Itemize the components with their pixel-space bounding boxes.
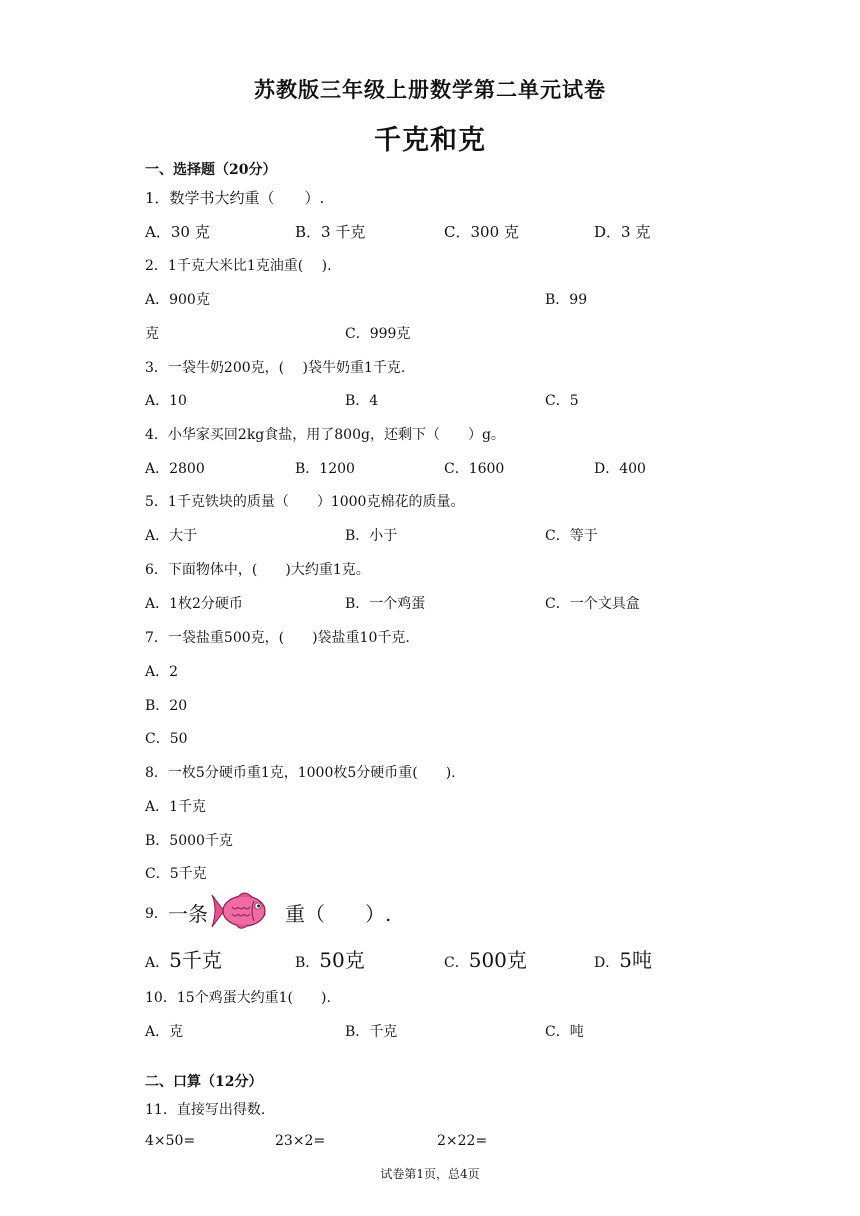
q2-option-c: C．999克 (345, 326, 411, 342)
q10-option-a: A．克 (145, 1024, 184, 1040)
q10-text: 10．15个鸡蛋大约重1( ). (145, 990, 331, 1006)
q9-option-b-letter: B． (295, 955, 320, 971)
q7-option-c: C．50 (145, 731, 188, 747)
q9-option-d (594, 944, 652, 973)
section-mental-math-title: 二、口算（12分） (145, 1074, 263, 1090)
q9-option-a-value: 5千克 (169, 948, 222, 972)
q2-text: 2．1千克大米比1克油重( ). (145, 258, 332, 274)
q5-option-b: B．小于 (345, 528, 398, 544)
q11-expression-3: 2×22= (437, 1133, 488, 1149)
q7-option-b: B．20 (145, 698, 188, 714)
q1-option-c: C．300 克 (444, 223, 519, 241)
q8-option-b: B．5000千克 (145, 833, 233, 849)
q2-option-b-wrap: 克 (145, 326, 159, 342)
q5-text: 5．1千克铁块的质量（ ）1000克棉花的质量。 (145, 494, 465, 510)
exam-subtitle: 千克和克 (374, 125, 486, 156)
q9-option-c (444, 944, 527, 973)
q9-text-pre: 一条 (168, 902, 208, 926)
q6-text: 6．下面物体中，( )大约重1克。 (145, 562, 370, 578)
q8-option-c: C．5千克 (145, 866, 207, 882)
q7-text: 7．一袋盐重500克，( )袋盐重10千克. (145, 630, 410, 646)
page-footer: 试卷第1页，总4页 (380, 1167, 480, 1181)
q9-option-c-letter: C． (444, 955, 469, 971)
q9-option-d-letter: D． (594, 955, 620, 971)
section-choice-title: 一、选择题（20分） (145, 162, 277, 178)
q9-option-a-letter: A． (145, 955, 170, 971)
q9-option-b (295, 944, 365, 973)
q2-option-b: B．99 (545, 292, 588, 308)
q4-option-a: A．2800 (145, 461, 205, 477)
q3-option-a: A．10 (145, 393, 187, 409)
q2-option-a: A．900克 (145, 292, 210, 308)
q1-option-b: B．3 千克 (295, 223, 366, 241)
q10-option-b: B．千克 (345, 1024, 398, 1040)
q3-option-b: B．4 (345, 393, 379, 409)
q5-option-c: C．等于 (545, 528, 598, 544)
q4-option-b: B．1200 (295, 461, 355, 477)
q9-number: 9． (145, 906, 168, 922)
q3-option-c: C．5 (545, 393, 579, 409)
exam-title: 苏教版三年级上册数学第二单元试卷 (254, 77, 606, 102)
q6-option-a: A．1枚2分硬币 (145, 596, 243, 612)
q4-option-d: D．400 (594, 461, 646, 477)
q9-option-d-value: 5吨 (619, 948, 652, 972)
q3-text: 3．一袋牛奶200克，( )袋牛奶重1千克. (145, 360, 406, 376)
q8-text: 8．一枚5分硬币重1克，1000枚5分硬币重( ). (145, 765, 456, 781)
q5-option-a: A．大于 (145, 528, 198, 544)
q1-option-a: A．30 克 (145, 223, 210, 241)
koi-fish-icon (210, 889, 270, 933)
q6-option-b: B．一个鸡蛋 (345, 596, 426, 612)
q8-option-a: A．1千克 (145, 799, 207, 815)
q6-option-c: C．一个文具盒 (545, 596, 640, 612)
q4-text: 4．小华家买回2kg食盐，用了800g，还剩下（ ）g。 (145, 427, 505, 443)
q9-option-c-value: 500克 (468, 948, 527, 972)
q9-text-post: 重（ ）. (285, 902, 392, 926)
q1-option-d: D．3 克 (594, 223, 651, 241)
q11-expression-2: 23×2= (275, 1133, 326, 1149)
q10-option-c: C．吨 (545, 1024, 584, 1040)
q9-option-b-value: 50克 (319, 948, 365, 972)
q9-option-a (145, 944, 222, 973)
q1-text: 1．数学书大约重（ ）. (145, 189, 325, 207)
q11-text: 11．直接写出得数. (145, 1102, 266, 1118)
q7-option-a: A．2 (145, 664, 179, 680)
q11-expression-1: 4×50= (145, 1133, 196, 1149)
q4-option-c: C．1600 (444, 461, 505, 477)
